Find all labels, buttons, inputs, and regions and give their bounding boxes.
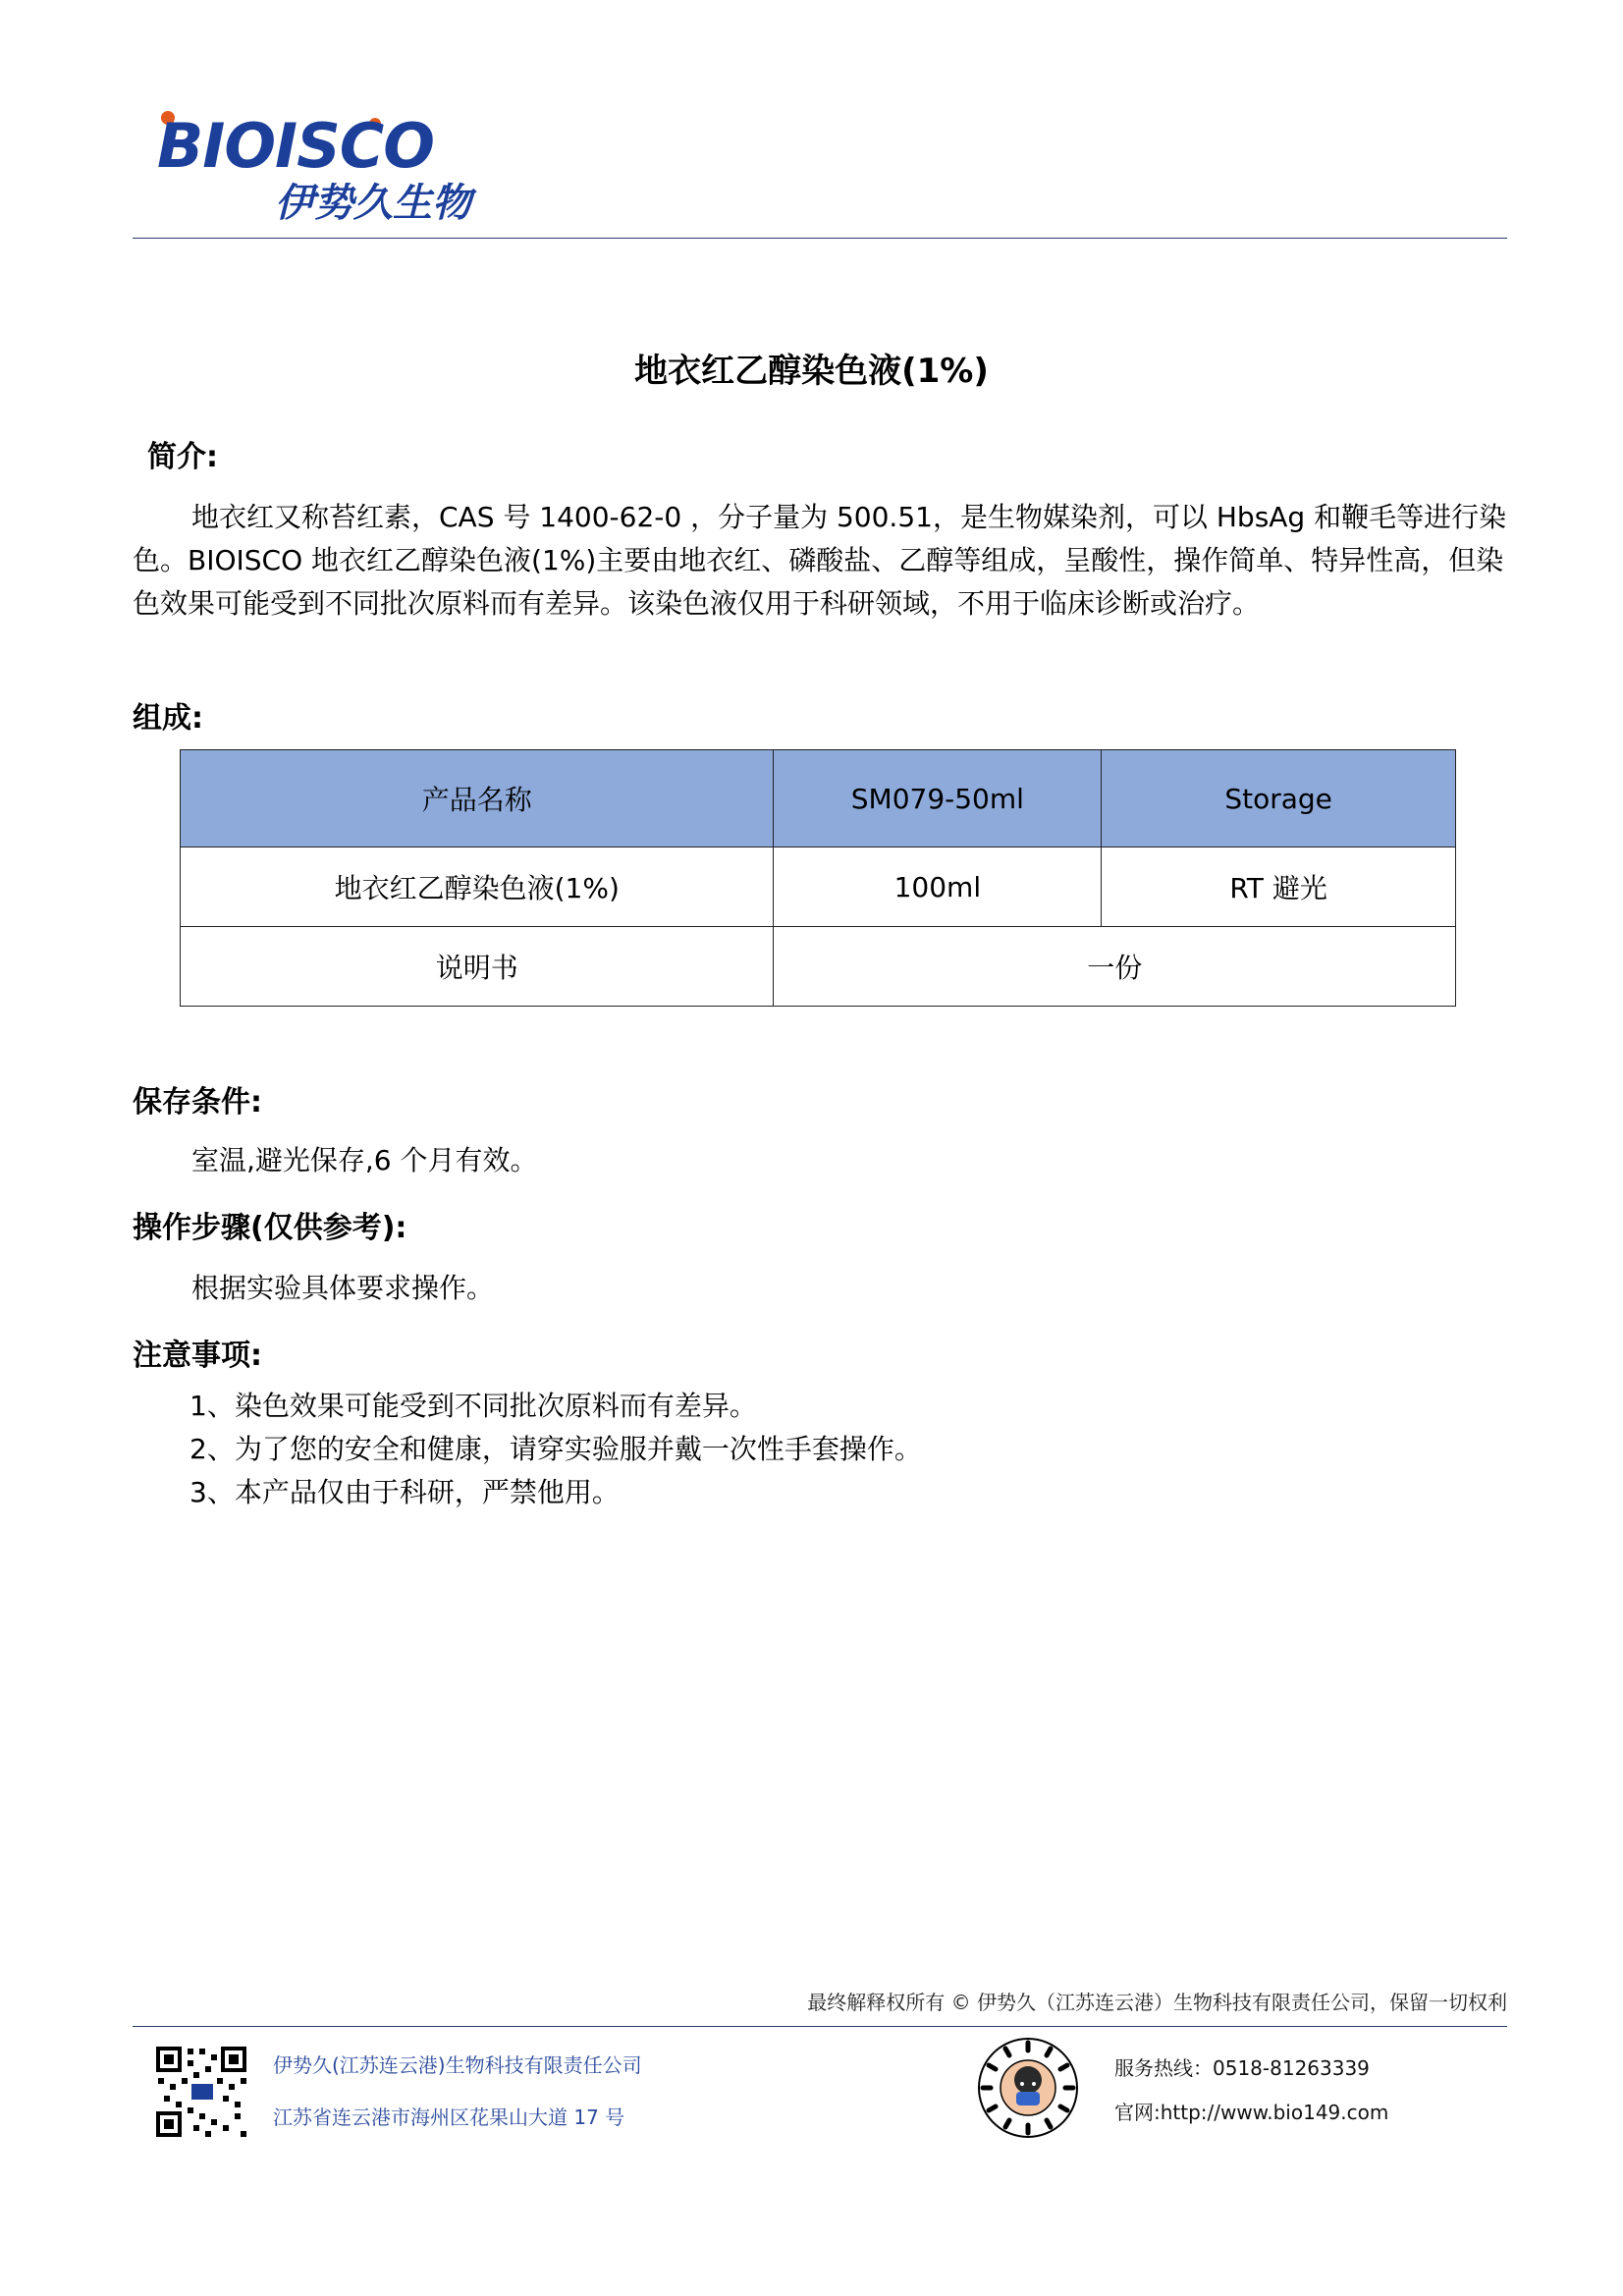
notes-list	[189, 1385, 922, 1514]
list-item: 3、本产品仅由于科研，严禁他用。	[189, 1476, 620, 1508]
composition-table	[180, 749, 1456, 1007]
list-item: 1、染色效果可能受到不同批次原料而有差异。	[189, 1390, 757, 1422]
footer-divider	[133, 2026, 1507, 2027]
procedure-text: 根据实验具体要求操作。	[191, 1272, 495, 1304]
table-row	[181, 927, 1456, 1007]
logo-wordmark: BIOISCO	[157, 110, 434, 182]
table-header-cell: 产品名称	[181, 750, 774, 847]
table-cell: 说明书	[181, 927, 774, 1007]
qr-code-icon	[154, 2045, 248, 2139]
footer-company: 伊势久(江苏连云港)生物科技有限责任公司	[273, 2053, 642, 2077]
intro-text: 地衣红又称苔红素，CAS 号 1400-62-0 ，分子量为 500.51，是生物媒染剂，可以 HbsAg 和鞭毛等进行染色。BIOISCO 地衣红乙醇染色液(1%)主要由地衣红、磷酸盐、乙醇等组成，呈酸性，操作简单、特异性高，但染色效果可能受到不同批次原料而有差异。该染色液仅用于科研领域，不用于临床诊断或治疗。	[133, 501, 1507, 620]
header-divider	[133, 238, 1507, 239]
intro-paragraph	[133, 496, 1507, 626]
mini-program-code-icon	[977, 2037, 1079, 2139]
footer-phone: 服务热线：0518-81263339	[1114, 2056, 1370, 2080]
bioisco-logo-graphic	[152, 110, 486, 228]
procedure-heading: 操作步骤(仅供参考):	[133, 1211, 407, 1245]
notes-heading: 注意事项:	[133, 1339, 262, 1373]
table-header-cell: Storage	[1102, 750, 1456, 847]
storage-text: 室温,避光保存,6 个月有效。	[191, 1144, 538, 1176]
storage-heading: 保存条件:	[133, 1085, 262, 1120]
list-item: 2、为了您的安全和健康，请穿实验服并戴一次性手套操作。	[189, 1433, 922, 1465]
footer-address: 江苏省连云港市海州区花果山大道 17 号	[273, 2105, 625, 2129]
composition-heading: 组成:	[133, 701, 203, 736]
footer-website[interactable]: 官网:http://www.bio149.com	[1114, 2101, 1389, 2124]
table-cell: RT 避光	[1102, 847, 1456, 927]
brand-logo	[152, 110, 486, 228]
document-title: 地衣红乙醇染色液(1%)	[634, 352, 989, 391]
table-cell: 地衣红乙醇染色液(1%)	[181, 847, 774, 927]
table-cell: 100ml	[774, 847, 1102, 927]
table-cell: 一份	[774, 927, 1456, 1007]
table-row	[181, 847, 1456, 927]
table-header-cell: SM079-50ml	[774, 750, 1102, 847]
logo-subtext: 伊势久生物	[275, 181, 471, 226]
rights-statement: 最终解释权所有 © 伊势久（江苏连云港）生物科技有限责任公司，保留一切权利	[807, 1991, 1507, 2014]
intro-heading: 简介:	[147, 440, 218, 474]
table-header-row	[181, 750, 1456, 847]
